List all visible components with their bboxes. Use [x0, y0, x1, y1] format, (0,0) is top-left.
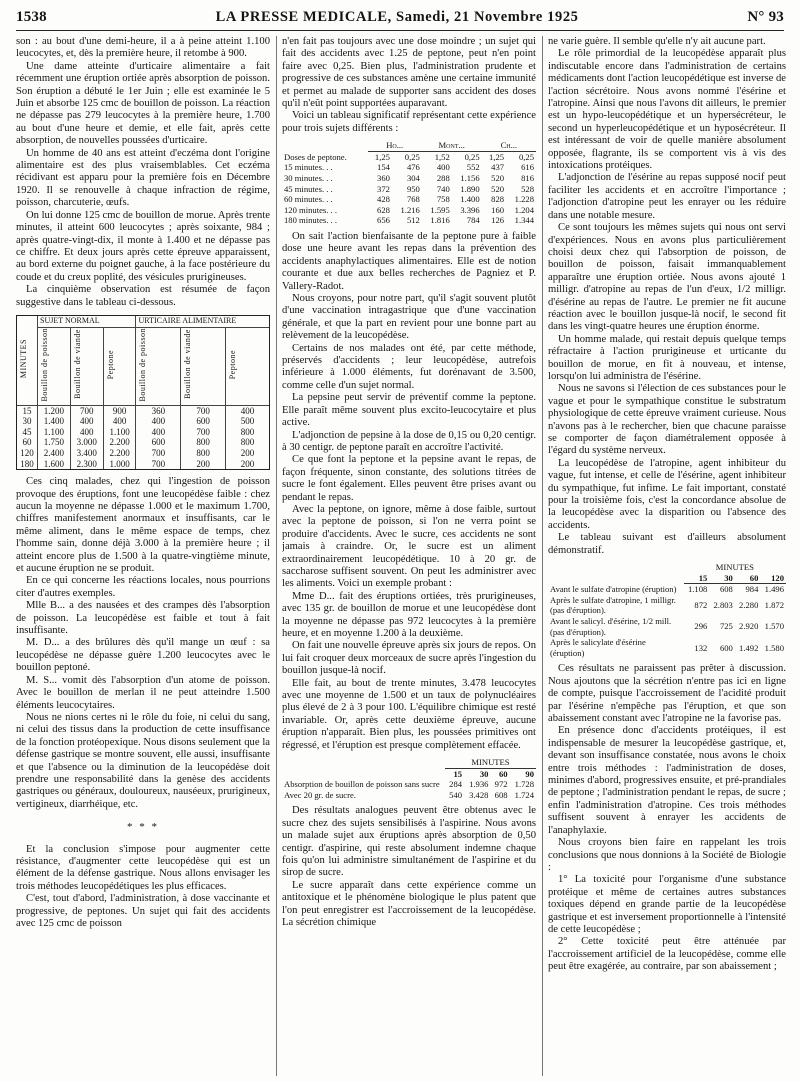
- table-cell: 512: [406, 215, 420, 226]
- table-row-label: 45 minutes. . .: [284, 183, 333, 194]
- table-cell: 700: [136, 448, 181, 459]
- table-row: [282, 162, 536, 173]
- table-cell: 540: [449, 789, 463, 800]
- table-column-header: [225, 327, 269, 405]
- table-row: [17, 437, 269, 448]
- table-cell: 132: [694, 642, 708, 653]
- table-column-header: Mont...: [422, 140, 482, 151]
- table-cell: 816: [521, 173, 534, 184]
- table-group-header: SUJET NORMAL: [38, 316, 136, 327]
- table-cell: 160: [491, 204, 505, 215]
- table-title: MINUTES: [445, 757, 536, 768]
- table-column-header: 15: [684, 573, 710, 584]
- paragraph: Un homme de 40 ans est atteint d'eczéma dont l'origine alimentaire est des plus vraisemblables. Cet eczéma récidivant est apparu pour la première fois en Décembre 1920. Il se renouvelle à chaque infraction de régime, poisson, charcuterie, œufs.: [16, 147, 270, 209]
- table-cell: 120: [20, 448, 34, 459]
- table-cell: 528: [521, 183, 534, 194]
- column-3: [548, 36, 786, 1076]
- table-cell: 200: [181, 459, 226, 470]
- table-cell: 500: [225, 416, 269, 427]
- table-column-label: Bouillon de viande: [72, 329, 82, 400]
- table-cell: 828: [491, 194, 505, 205]
- paragraph: Nous ne savons si l'élection de ces substances pour le vague et pour le sympathique constitue le substratum physiologique de cette épreuve vraiment curieuse. Nous n'avons pas à le rechercher, bien que chacune paraisse se comporter de façon diamétralement opposée à l'égard du système nerveux.: [548, 383, 786, 457]
- paragraph: Nous croyons, pour notre part, qu'il s'agit souvent plutôt d'une vaccination intragastrique que d'une vaccination générale, et que la part en revient pour une bonne part au relèvement de la leucopédèse.: [282, 293, 536, 342]
- table-row: [282, 184, 536, 195]
- table-cell: 360: [136, 405, 181, 416]
- table-cell: 600: [181, 416, 226, 427]
- table-cell: 1.872: [764, 600, 784, 611]
- paragraph: La cinquième observation est résumée de façon suggestive dans le tableau ci-dessous.: [16, 284, 270, 308]
- table-row: [548, 595, 786, 616]
- table-corner: [282, 768, 445, 779]
- table-cell: 1.750: [38, 437, 71, 448]
- paragraph: son : au bout d'une demi-heure, il a à peine atteint 1.100 leucocytes, et, dès la première heure, il retombe à 900.: [16, 36, 270, 60]
- paragraph: 2° Cette toxicité peut être atténuée par l'accroissement artificiel de la leucopédèse, comme elle peut être exagérée, au contraire, par son abaissement ;: [548, 936, 786, 973]
- table-row-label: Avec 20 gr. de sucre.: [284, 789, 356, 800]
- table-cell: 800: [181, 448, 226, 459]
- table-column-label: Bouillon de poisson: [138, 327, 148, 402]
- table-column-header: [70, 327, 103, 405]
- table-cell: 984: [745, 584, 759, 595]
- paragraph: Des résultats analogues peuvent être obtenus avec le sucre chez des sujets sensibilisés à l'aspirine. Nous avons un malade sujet aux éruptions après absorption de 0,50 centigr. d'aspirine, qui reste absolument indemne chaque fois qu'on lui administre simultanément de l'aspirine et du sirop de sucre.: [282, 805, 536, 879]
- table-row: [282, 194, 536, 205]
- column-2: [282, 36, 536, 1076]
- table-column-label: Bouillon de viande: [183, 329, 193, 400]
- column-divider-1: [276, 36, 277, 1076]
- table-cell: 800: [181, 437, 226, 448]
- table-cell: 1.724: [514, 789, 534, 800]
- issue-number: N° 93: [747, 8, 784, 25]
- table-cell: 700: [181, 427, 226, 438]
- table-cell: 2.803: [713, 600, 733, 611]
- table-cell: 1.890: [460, 183, 480, 194]
- table-row-header: MINUTES: [19, 338, 28, 379]
- table-row: [17, 448, 269, 459]
- table-cell: 400: [103, 416, 136, 427]
- table-column-header: 30: [479, 768, 489, 779]
- paragraph: Ce que font la peptone et la pepsine avant le repas, de façon fréquente, sinon constante, des solutions titrées de sucre le font également. Elles peuvent être prises avant ou pendant le repas.: [282, 454, 536, 503]
- table-cell: 608: [494, 789, 508, 800]
- table-cell: 437: [491, 162, 505, 173]
- table-cell: 200: [225, 448, 269, 459]
- paragraph: L'adjonction de l'ésérine au repas supposé nocif peut faciliter les accidents et en accroître l'importance ; l'adjonction d'atropine peut les enrayer ou les réduire dans une notable mesure.: [548, 172, 786, 221]
- table-cell: 1.936: [469, 779, 489, 790]
- table-row-label: Absorption de bouillon de poisson sans sucre: [284, 779, 440, 790]
- table-row: [282, 790, 536, 801]
- table-cell: 1.344: [514, 215, 534, 226]
- paragraph: Nous ne nions certes ni le rôle du foie, ni celui du sang, ni celui des tissus dans la production de cette insuffisance de la fonction protéopexique. Nous disons seulement que la défense gastrique se montre souvent, elle aussi, insuffisante et que l'absence ou la diminution de la leucopédèse doit prendre une responsabilité dans la genèse des accidents gastriques ou généraux, douloureux, nauséeux, prurigineux, vertigineux, diarrhéique, etc.: [16, 711, 270, 810]
- table-row: [17, 459, 269, 470]
- table-row-label: Avant le salicyl. d'ésérine, 1/2 mill. (pas d'éruption).: [550, 616, 672, 637]
- table-cell: 1.496: [764, 584, 784, 595]
- table-atropine-eserine: [548, 562, 786, 658]
- table-leucocytes-normal-vs-urticaire: [16, 315, 270, 470]
- table-cell: 200: [225, 459, 269, 470]
- table-cell: 1.580: [764, 642, 784, 653]
- table-row: [17, 405, 269, 416]
- table-cell: 1.204: [514, 204, 534, 215]
- table-cell: 700: [181, 405, 226, 416]
- table-cell: 0,25: [518, 151, 534, 162]
- table-row-label: 120 minutes. . .: [284, 204, 337, 215]
- table-cell: 1.816: [430, 215, 450, 226]
- paragraph: M. D... a des brûlures dès qu'il mange un œuf : sa leucopédèse ne dépasse guère 1.200 leucocytes avec le bouillon peptoné.: [16, 637, 270, 674]
- table-column-header: Ch...: [482, 140, 536, 151]
- table-cell: 428: [377, 194, 390, 205]
- table-cell: 1.400: [38, 416, 71, 427]
- table-cell: 758: [436, 194, 450, 205]
- table-cell: 552: [466, 162, 480, 173]
- table-cell: 520: [491, 183, 505, 194]
- paragraph: Voici un tableau significatif représentant cette expérience pour trois sujets différents :: [282, 110, 536, 134]
- table-row: [548, 637, 786, 658]
- header-rule: [16, 30, 784, 31]
- column-divider-2: [542, 36, 543, 1076]
- table-column-header: [181, 327, 226, 405]
- table-cell: 1.570: [764, 621, 784, 632]
- page-header: [16, 6, 784, 28]
- table-column-label: Bouillon de poisson: [40, 327, 49, 402]
- table-row: [548, 616, 786, 637]
- table-column-header: [38, 327, 71, 405]
- table-peptone-doses: [282, 140, 536, 226]
- paragraph: Le rôle primordial de la leucopédèse apparaît plus indiscutable encore dans l'administration de certains médicaments dont l'action leucopédétique est inverse de l'action sécrétoire. Nous avons nommé l'ésérine et l'atropine. Ainsi que nous l'avons dit ailleurs, le premier est un hypo-leucopédétique et un hypersécréteur, le second un hyperleucopédétique et un hyposécréteur. Il est intéressant de voir de quelle manière absolument opposée, flagrante, ils se comportent vis à vis des intoxications protéiques.: [548, 48, 786, 172]
- table-row: [17, 416, 269, 427]
- table-cell: 1.216: [400, 204, 420, 215]
- table-row-label: Après le salicylate d'ésérine (éruption): [550, 637, 646, 658]
- table-cell: 1.600: [38, 459, 71, 470]
- table-cell: 725: [719, 621, 733, 632]
- table-cell: 126: [491, 215, 505, 226]
- table-column-header: Ho...: [368, 140, 422, 151]
- table-cell: 800: [225, 427, 269, 438]
- table-cell: 616: [521, 162, 534, 173]
- table-cell: 400: [70, 416, 103, 427]
- table-cell: 0,25: [464, 151, 480, 162]
- table-cell: 15: [22, 405, 32, 416]
- paragraph: L'adjonction de pepsine à la dose de 0,15 ou 0,20 centigr. à 30 centigr. de peptone paraît en accroître l'activité.: [282, 429, 536, 453]
- table-cell: 360: [377, 173, 390, 184]
- paragraph: Certains de nos malades ont été, par cette méthode, préservés d'accidents ; leur leucopédèse, autrefois inférieure à 1.000 éléments, fut dorénavant de 3.500, comme celle d'un sujet normal.: [282, 342, 536, 391]
- table-row: [282, 205, 536, 216]
- table-cell: 1.100: [38, 427, 71, 438]
- table-cell: 950: [406, 183, 420, 194]
- paragraph: Le sucre apparaît dans cette expérience comme un antitoxique et le phénomène biologique le plus patent que l'on peut enregistrer est l'accroissement de la leucopédèse. La sécrétion chimique: [282, 879, 536, 929]
- table-cell: 296: [694, 621, 708, 632]
- table-cell: 1.492: [739, 642, 759, 653]
- table-cell: 400: [136, 416, 181, 427]
- table-cell: 1.595: [430, 204, 450, 215]
- table-column-label: Peptone: [227, 349, 237, 379]
- table-column-label: Peptone: [105, 349, 115, 379]
- journal-title: LA PRESSE MEDICALE, Samedi, 21 Novembre 1925: [215, 8, 579, 25]
- table-cell: 372: [377, 183, 390, 194]
- table-cell: 1,52: [434, 151, 450, 162]
- paragraph: Avec la peptone, on ignore, même à dose faible, surtout avec la peptone de poisson, si l'on ne verra point se produire d'accidents. Avec le sucre, ces accidents ne sont jamais à craindre. Or, le sucre est un aliment extraordinairement leucopédétique. 10 à 20 gr. de saccharose suffisent souvent. On peut les administrer avec les aliments. Voici un exemple probant :: [282, 503, 536, 590]
- table-column-header: 90: [525, 768, 534, 779]
- table-column-header: 30: [709, 573, 735, 584]
- paragraph: Ces cinq malades, chez qui l'ingestion de poisson provoque des éruptions, font une leucopédèse faible : chez aucun la moyenne ne dépasse 1.000 et le maximum 1.700, chiffres manifestement anormaux et insuffisants, car le même aliment, dans le même espace de temps, chez l'homme sain, donne déjà 3.000 à la première heure ; il atteint encore plus de 1.500 à la quatre-vingtième minute, et aucune éruption ne se produit.: [16, 476, 270, 575]
- table-cell: 400: [436, 162, 450, 173]
- table-cell: 30: [22, 416, 32, 427]
- table-cell: 1.228: [514, 194, 534, 205]
- table-cell: 304: [406, 173, 420, 184]
- paragraph: Ce sont toujours les mêmes sujets qui nous ont servi d'expériences. Nous en avons plus particulièrement choisi deux chez qui l'absorption de poisson, de bouillon de poisson, faisait immanquablement apparaître une éruption ortiée. Nous avons ajouté 1 milligr. d'atropine au repas de l'un d'eux, 1/2 milligr. d'ésérine au repas de l'autre. Le premier ne fit aucune réaction avec le bouillon jusque-là nocif, le second fit dans les vingt-quatre heures une éruption énorme.: [548, 222, 786, 333]
- table-cell: 1.156: [460, 173, 480, 184]
- paragraph: Un homme malade, qui restait depuis quelque temps réfractaire à l'action prurigineuse et urticante du bouillon de morue, en fit à nouveau, et intense, lorsqu'on lui administra de l'ésérine.: [548, 333, 786, 382]
- table-cell: 2.300: [70, 459, 103, 470]
- paragraph: En ce qui concerne les réactions locales, nous pourrions citer d'autres exemples.: [16, 575, 270, 599]
- section-separator: * * *: [127, 821, 159, 834]
- table-cell: 288: [436, 173, 450, 184]
- table-cell: 600: [136, 437, 181, 448]
- paragraph: Mme D... fait des éruptions ortiées, très prurigineuses, avec 135 gr. de bouillon de morue et une leucopédèse dont la moyenne ne dépasse pas 972 leucocytes à la première heure, et en moyenne 1.200 à la deuxième.: [282, 590, 536, 639]
- paragraph: Nous croyons bien faire en rappelant les trois conclusions que nous donnions à la Société de Biologie :: [548, 837, 786, 873]
- table-cell: 972: [494, 779, 508, 790]
- table-cell: 768: [406, 194, 420, 205]
- table-cell: 600: [719, 642, 733, 653]
- table-title: MINUTES: [715, 562, 754, 573]
- table-row-label: 15 minutes. . .: [284, 162, 333, 173]
- table-row: [17, 427, 269, 438]
- table-cell: 1.728: [514, 779, 534, 790]
- paragraph: Ces résultats ne paraissent pas prêter à discussion. Nous ajoutons que la sécrétion n'entre pas ici en ligne de compte, puisque l'accroissement de l'acidité produit par l'ésérine n'empêche pas l'éruption, et que son abaissement constant avec l'atropine ne la favorise pas.: [548, 663, 786, 725]
- table-cell: 2.200: [103, 448, 136, 459]
- table-column-header: [103, 327, 136, 405]
- table-cell: 900: [103, 405, 136, 416]
- table-cell: 700: [70, 405, 103, 416]
- table-row: [548, 584, 786, 595]
- paragraph: La pepsine peut servir de préventif comme la peptone. Elle paraît même souvent plus excito-leucocytaire et plus active.: [282, 392, 536, 429]
- table-cell: 400: [70, 427, 103, 438]
- table-column-header: 15: [453, 768, 463, 779]
- table-column-header: 60: [498, 768, 508, 779]
- table-cell: 1,25: [489, 151, 505, 162]
- paragraph: Mlle B... a des nausées et des crampes dès l'absorption de poisson. La leucopédèse est faible et tout à fait insuffisante.: [16, 600, 270, 637]
- table-cell: 872: [694, 600, 708, 611]
- paragraph: 1° La toxicité pour l'organisme d'une substance protéique et même de certaines autres substances toxiques dépend en grande partie de la leucopédèse gastrique et est inversement proportionnelle à l'intensité de cette leucopédèse ;: [548, 874, 786, 935]
- paragraph: n'en fait pas toujours avec une dose moindre ; un sujet qui fait des accidents avec 1.25 de peptone, peut n'en point faire avec 0,25. Bien plus, l'administration prudente et progressive de ces substances amène une certaine immunité et permet au malade de supporter sans accident des doses qu'il n'eût point supportées auparavant.: [282, 36, 536, 110]
- table-row: [282, 215, 536, 226]
- table-cell: 1.100: [103, 427, 136, 438]
- paragraph: Une dame atteinte d'urticaire alimentaire a fait récemment une éruption ortiée après absorption de poisson. Son éruption a débuté le 1er Juin ; elle est examinée le 5 Juin et absorbe 125 cmc de bouillon de poisson. La réaction ne dépasse pas 279 leucocytes à la première heure, 1.700 au bout d'une heure et demie, et elle fait, après cette absorption, de nouvelles poussées d'urticaire.: [16, 60, 270, 147]
- table-sucre: [282, 757, 536, 800]
- table-cell: 1.108: [687, 584, 708, 595]
- table-group-header: URTICAIRE ALIMENTAIRE: [136, 316, 269, 327]
- table-row-label: Avant le sulfate d'atropine (éruption): [550, 584, 677, 594]
- paragraph: En présence donc d'accidents protéiques, il est indispensable de mesurer la leucopédèse gastrique, et, devant son insuffisance constatée, nous avons le choix entre trois méthodes : l'administration de doses, minimes d'abord, progressives ensuite, et pré-prandiales de peptone ; l'administration pendant le repas, de sucre ; enfin l'administration d'atropine. Ces trois méthodes suffisent souvent à enrayer les accidents de l'anaphylaxie.: [548, 725, 786, 836]
- table-cell: 154: [377, 162, 390, 173]
- table-cell: 284: [449, 779, 463, 790]
- paragraph: M. S... vomit dès l'absorption d'un atome de poisson. Avec le bouillon de merlan il ne peut atteindre 1.500 éléments leucocytaires.: [16, 674, 270, 711]
- table-cell: 400: [225, 405, 269, 416]
- table-cell: 45: [22, 426, 32, 437]
- table-row-label: Après le sulfate d'atropine, 1 milligr. (pas d'éruption).: [550, 594, 676, 616]
- table-column-header: 120: [760, 573, 786, 584]
- table-cell: 1.000: [103, 459, 136, 470]
- paragraph: ne varie guère. Il semble qu'elle n'y ait aucune part.: [548, 36, 766, 47]
- table-row: [282, 151, 536, 162]
- table-cell: 740: [436, 183, 450, 194]
- table-cell: 60: [22, 437, 32, 448]
- table-cell: 628: [377, 204, 390, 215]
- table-cell: 800: [225, 437, 269, 448]
- paragraph: C'est, tout d'abord, l'administration, à dose vaccinante et progressive, de peptones. Un sujet qui fait des accidents avec 125 cmc de poisson: [16, 893, 270, 930]
- table-cell: 656: [377, 215, 390, 226]
- paragraph: On lui donne 125 cmc de bouillon de morue. Après trente minutes, il atteint 600 leucocytes ; après soixante, 984 ; après quatre-vingt-dix, il monte à 1.400 et ne dépasse pas ce chiffre. Et deux jours après cette épreuve apparaissent, au bord externe du poignet gauche, à la face postérieure du coude et du creux poplité, des vésicules prurigineuses.: [16, 209, 270, 283]
- paragraph: La leucopédèse de l'atropine, agent inhibiteur du vague, fut intense, et celle de l'ésérine, agent inhibiteur du sympathique, fut infime. Le fait important, constaté pour la troisième fois, c'est la concordance absolue de la leucopédèse avec la disparition ou l'absence des accidents.: [548, 457, 786, 531]
- paragraph: On sait l'action bienfaisante de la peptone pure à faible dose une heure avant les repas dans la prévention des accidents anaphylactiques alimentaires. Elle est de notion courante et due aux belles recherches de Pagniez et P. Vallery-Radot.: [282, 231, 536, 292]
- paragraph: Elle fait, au bout de trente minutes, 3.478 leucocytes avec une moyenne de 1.500 et un taux de polynucléaires plus élevé de 2 à 3 pour 100. L'équilibre chimique est resté invariable. Or, après cette deuxième épreuve, aucune éruption n'apparaît. Bien plus, les poussées primitives ont régressé, et l'éruption est presque complètement effacée.: [282, 677, 536, 751]
- page-number: 1538: [16, 8, 47, 25]
- table-cell: 1.200: [38, 405, 71, 416]
- table-row: [282, 779, 536, 790]
- table-cell: 2.400: [38, 448, 71, 459]
- table-cell: 2.200: [103, 437, 136, 448]
- table-cell: 1,25: [374, 151, 390, 162]
- table-cell: 400: [136, 427, 181, 438]
- table-cell: 0,25: [404, 151, 420, 162]
- table-row-label: 180 minutes. . .: [284, 215, 337, 226]
- table-row-label: 60 minutes. . .: [284, 194, 333, 205]
- table-cell: 784: [466, 215, 480, 226]
- table-cell: 476: [406, 162, 420, 173]
- paragraph: On fait une nouvelle épreuve après six jours de repos. On lui fait croquer deux morceaux de sucre après l'ingestion du bouillon jusque-là nocif.: [282, 640, 536, 677]
- table-cell: 180: [20, 458, 34, 469]
- table-row-label: Doses de peptone.: [284, 151, 347, 162]
- table-cell: 520: [491, 173, 505, 184]
- table-corner: [548, 573, 684, 584]
- table-cell: 2.280: [739, 600, 759, 611]
- table-cell: 608: [719, 584, 733, 595]
- table-cell: 3.000: [70, 437, 103, 448]
- table-cell: 2.920: [739, 621, 759, 632]
- paragraph: Et la conclusion s'impose pour augmenter cette résistance, d'augmenter cette leucopédèse qui est un élément de la défense gastrique. Nous allons envisager les trois méthodes leucopédétiques les plus efficaces.: [16, 843, 270, 892]
- column-1: [16, 36, 270, 1076]
- table-cell: 3.396: [460, 204, 480, 215]
- table-column-header: 60: [735, 573, 761, 584]
- table-corner: [282, 140, 368, 151]
- table-column-header: [136, 327, 181, 405]
- table-row-label: 30 minutes. . .: [284, 173, 333, 184]
- table-cell: 3.428: [469, 789, 489, 800]
- paragraph: Le tableau suivant est d'ailleurs absolument démonstratif.: [548, 532, 786, 556]
- table-row: [282, 173, 536, 184]
- table-cell: 3.400: [70, 448, 103, 459]
- table-cell: 1.400: [460, 194, 480, 205]
- table-cell: 700: [136, 459, 181, 470]
